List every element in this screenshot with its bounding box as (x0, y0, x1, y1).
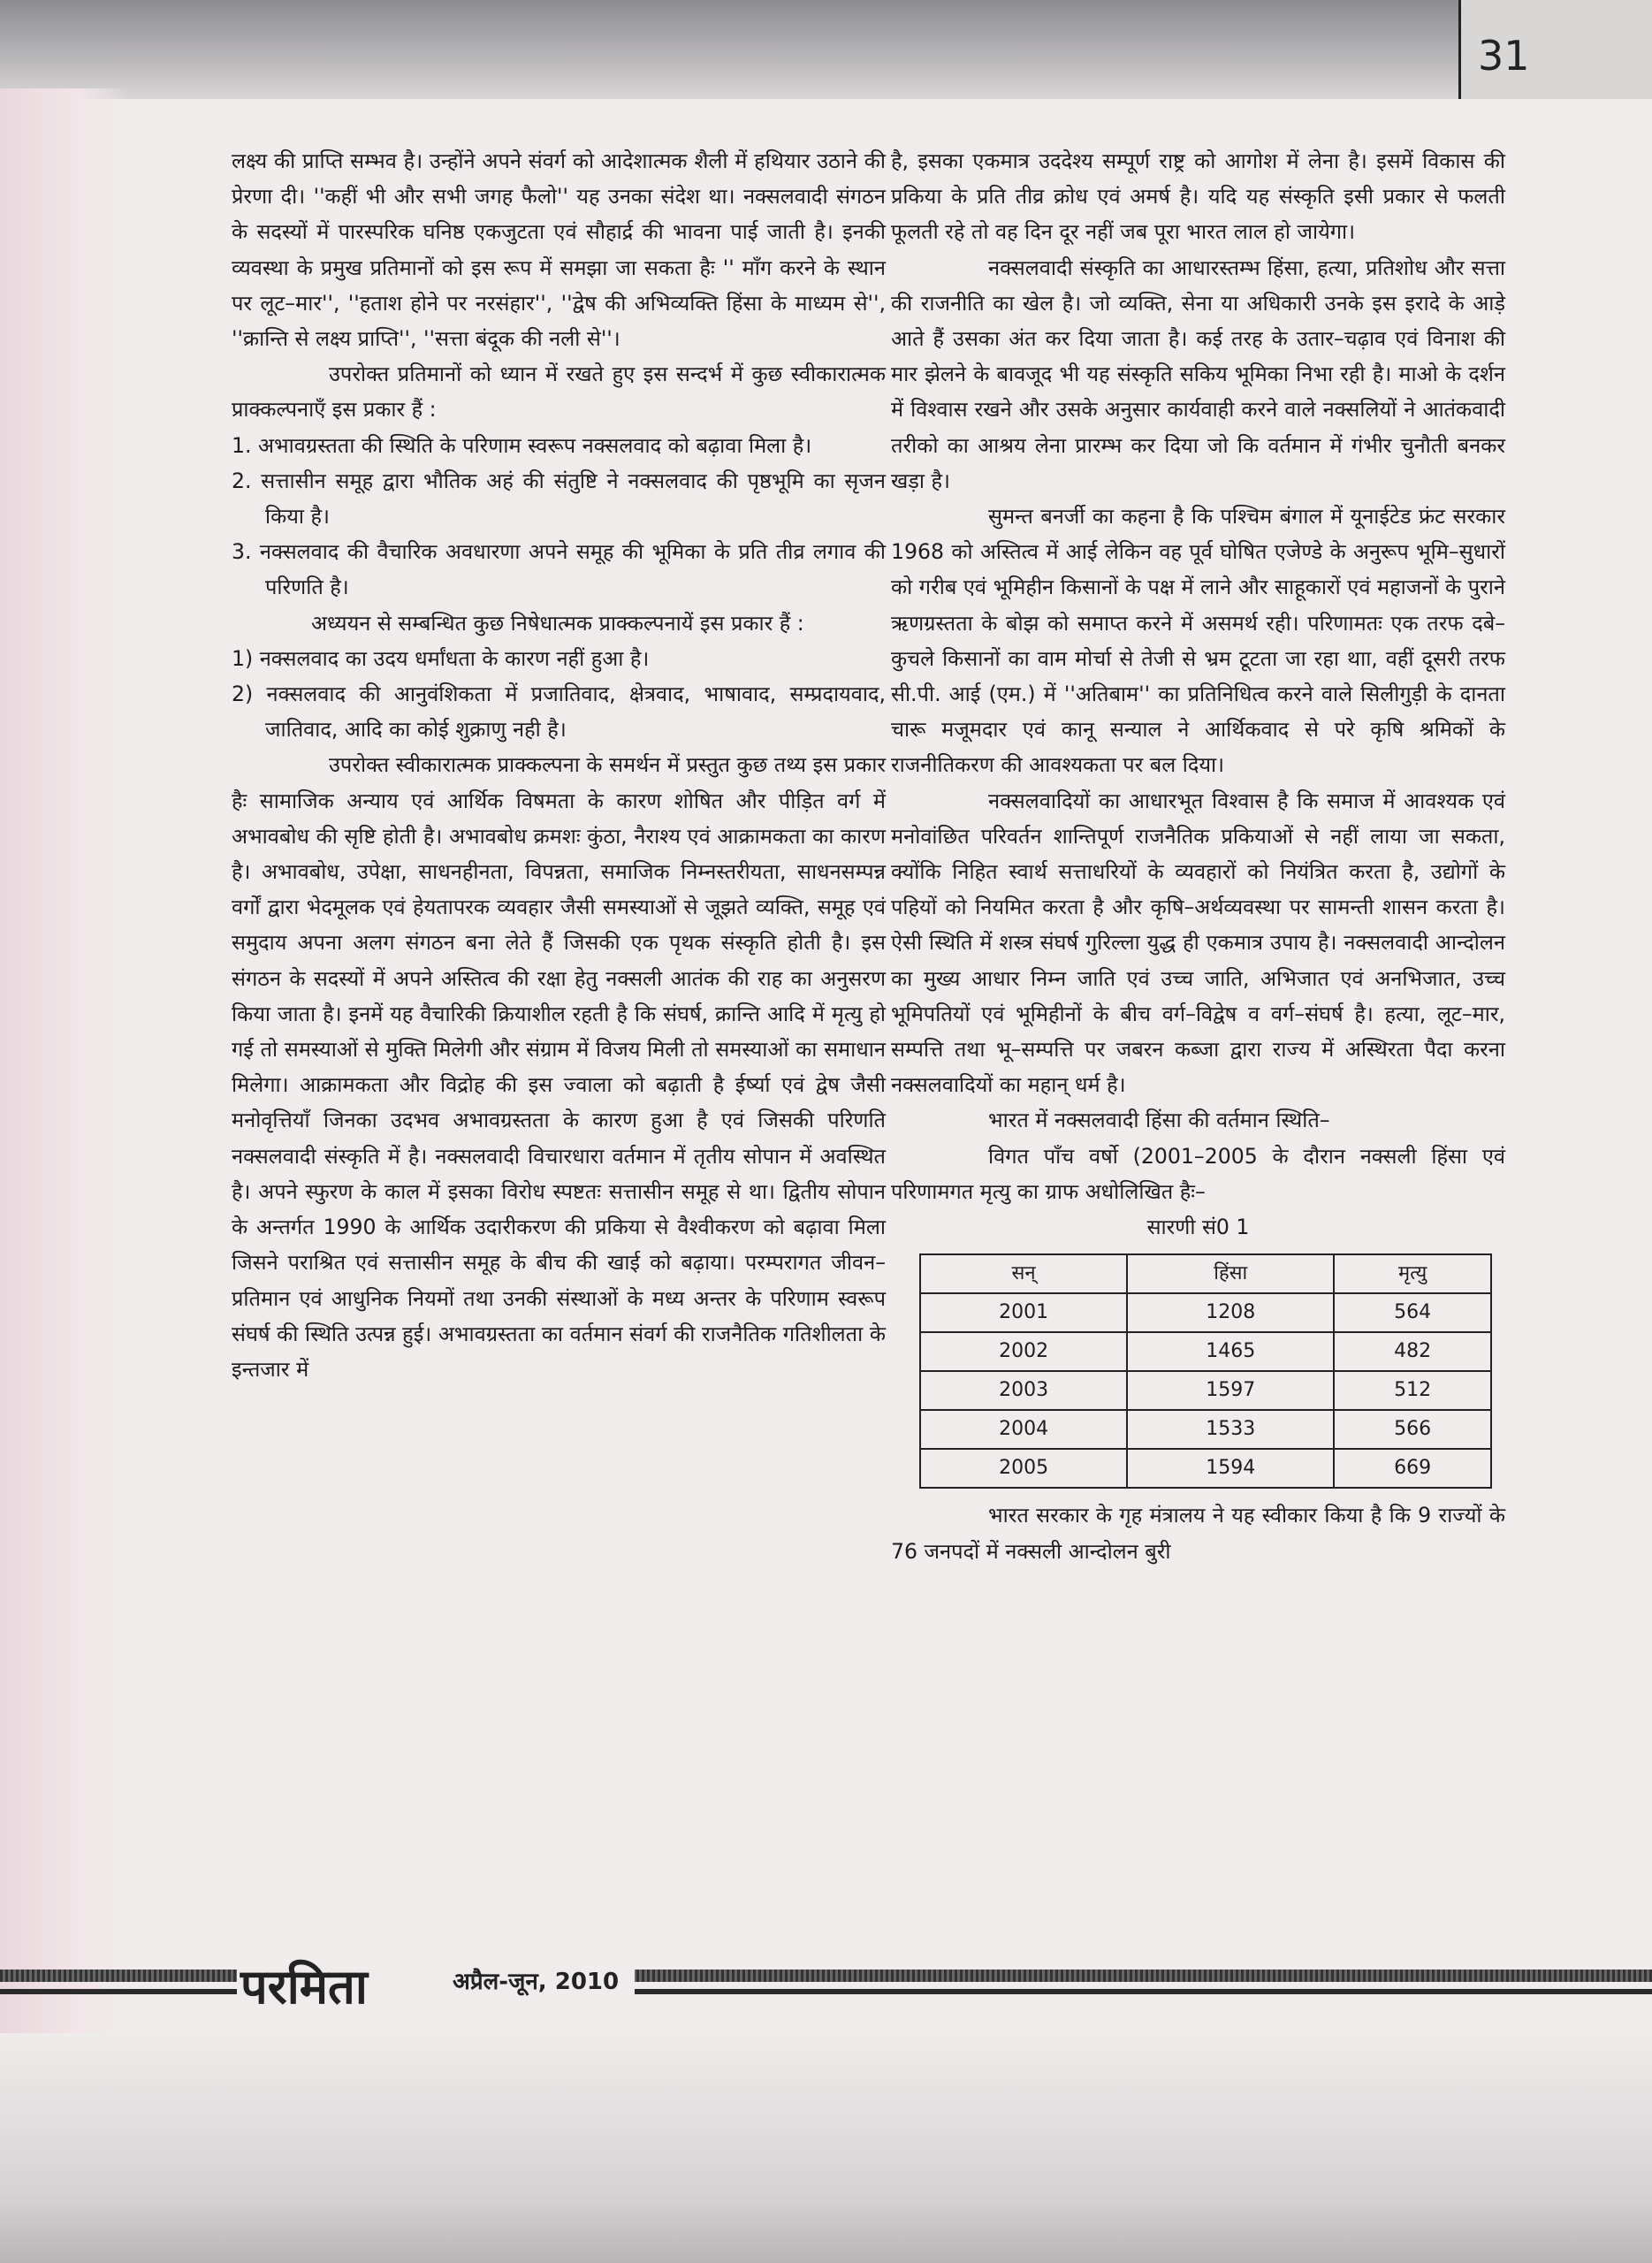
table-cell: 1594 (1127, 1449, 1334, 1488)
table-cell: 1465 (1127, 1332, 1334, 1371)
table-cell: 1533 (1127, 1410, 1334, 1449)
table-cell: 1597 (1127, 1371, 1334, 1410)
table-cell: 482 (1334, 1332, 1491, 1371)
table-row (920, 1449, 1491, 1488)
list-item: 2) नक्सलवाद की आनुवंशिकता में प्रजातिवाद, क्षेत्रवाद, भाषावाद, सम्प्रदायवाद, जातिवाद, आदि का कोई शुक्राणु नही है। (232, 682, 886, 743)
issue-date: अप्रैल-जून, 2010 (453, 1969, 620, 1995)
table-cell: 2002 (920, 1332, 1127, 1371)
table-cell: 566 (1334, 1410, 1491, 1449)
left-column (232, 143, 886, 1387)
table-header-row (920, 1254, 1491, 1293)
table-cell: 2001 (920, 1293, 1127, 1332)
paragraph: उपरोक्त प्रतिमानों को ध्यान में रखते हुए इस सन्दर्भ में कुछ स्वीकारात्मक प्राक्कल्पनाएँ इस प्रकार हैं : (232, 362, 886, 423)
table-row (920, 1371, 1491, 1410)
table-row (920, 1410, 1491, 1449)
paragraph: विगत पाँच वर्षो (2001–2005 के दौरान नक्सली हिंसा एवं परिणामगत मृत्यु का ग्राफ अधोलिखित हैः– (891, 1143, 1505, 1204)
table-cell: 669 (1334, 1449, 1491, 1488)
paragraph: उपरोक्त स्वीकारात्मक प्राक्कल्पना के समर्थन में प्रस्तुत कुछ तथ्य इस प्रकार हैः सामाजिक अन्याय एवं आर्थिक विषमता के कारण शोषित और पीड़ित वर्ग में अभावबोध की सृष्टि होती है। अभावबोध क्रमशः कुंठा, नैराश्य एवं आक्रामकता का कारण है। अभावबोध, उपेक्षा, साधनहीनता, विपन्नता, समाजिक निम्नस्तरीयता, साधनसम्पन्न वर्गों द्वारा भेदमूलक एवं हेयतापरक व्यवहार जैसी समस्याओं से जूझते व्यक्ति, समूह एवं समुदाय अपना अलग संगठन बना लेते हैं जिसकी एक पृथक संस्कृति होती है। इस संगठन के सदस्यों में अपने अस्तित्व की रक्षा हेतु नक्सली आतंक की राह का अनुसरण किया जाता है। इनमें यह वैचारिकी क्रियाशील रहती है कि संघर्ष, क्रान्ति आदि में मृत्यु हो गई तो समस्याओं से मुक्ति मिलेगी और संग्राम में विजय मिली तो समस्याओं का समाधान मिलेगा। आक्रामकता और विद्रोह की इस ज्वाला को बढ़ाती है ईर्ष्या एवं द्वेष जैसी मनोवृत्तियॉं जिनका उदभव अभावग्रस्तता के कारण हुआ है एवं जिसकी परिणति नक्सलवादी संस्कृति में है। नक्सलवादी विचारधारा वर्तमान में तृतीय सोपान में अवस्थित है। अपने स्फुरण के काल में इसका विरोध स्पष्टतः सत्तासीन समूह से था। द्वितीय सोपान के अन्तर्गत 1990 के आर्थिक उदारीकरण की प्रकिया से वैश्वीकरण को बढ़ावा मिला जिसने पराश्रित एवं सत्तासीन समूह के बीच की खाई को बढ़ाया। परम्परागत जीवन–प्रतिमान एवं आधुनिक नियमों तथा उनकी संस्थाओं के मध्य अन्तर के परिणाम स्वरूप संघर्ष की स्थिति उत्पन्न हुई। अभावग्रस्तता का वर्तमान संवर्ग की राजनैतिक गतिशीलता के इन्तजार में (232, 752, 886, 1382)
list-item: 2. सत्तासीन समूह द्वारा भौतिक अहं की संतुष्टि ने नक्सलवाद की पृष्ठभूमि का सृजन किया है। (232, 468, 886, 530)
table-header: मृत्यु (1334, 1254, 1491, 1293)
data-table (919, 1253, 1492, 1489)
table-cell: 2005 (920, 1449, 1127, 1488)
list-item: 3. नक्सलवाद की वैचारिक अवधारणा अपने समूह की भूमिका के प्रति तीव्र लगाव की परिणति है। (232, 539, 886, 600)
table-cell: 512 (1334, 1371, 1491, 1410)
page-number: 31 (1478, 32, 1530, 80)
section-heading: भारत में नक्सलवादी हिंसा की वर्तमान स्थिति– (988, 1108, 1330, 1133)
right-column (891, 143, 1505, 1569)
table-cell: 564 (1334, 1293, 1491, 1332)
magazine-brand: परमिता (240, 1958, 368, 2015)
table-cell: 1208 (1127, 1293, 1334, 1332)
table-header: सन् (920, 1254, 1127, 1293)
scan-left-tint (0, 88, 133, 2263)
table-row (920, 1332, 1491, 1371)
scan-bottom-shadow (0, 2033, 1652, 2263)
table-row (920, 1293, 1491, 1332)
table-cell: 2003 (920, 1371, 1127, 1410)
table-cell: 2004 (920, 1410, 1127, 1449)
list-item: 1) नक्सलवाद का उदय धर्मांधता के कारण नहीं हुआ है। (232, 645, 650, 671)
table-caption: सारणी सं0 1 (1146, 1215, 1250, 1240)
table-header: हिंसा (1127, 1254, 1334, 1293)
paragraph: सुमन्त बनर्जी का कहना है कि पश्चिम बंगाल में यूनाईटेड फ्रंट सरकार 1968 को अस्तित्व में आई लेकिन वह पूर्व घोषित एजेण्डे के अनुरूप भूमि–सुधारों को गरीब एवं भूमिहीन किसानों के पक्ष में लाने और साहूकारों एवं महाजनों के पुराने ऋणग्रस्तता के बोझ को समाप्त करने में असमर्थ रही। परिणामतः एक तरफ दबे–कुचले किसानों का वाम मोर्चा से तेजी से भ्रम टूटता जा रहा थाा, वहीं दूसरी तरफ सी.पी. आई (एम.) में ''अतिबाम'' का प्रतिनिधित्व करने वाले सिलीगुड़ी के दानता चारू मजूमदार एवं कानू सन्याल ने आर्थिकवाद से परे कृषि श्रमिकों के राजनीतिकरण की आवश्यकता पर बल दिया। (891, 504, 1505, 778)
paragraph: लक्ष्य की प्राप्ति सम्भव है। उन्होंने अपने संवर्ग को आदेशात्मक शैली में हथियार उठाने की प्रेरणा दी। ''कहीं भी और सभी जगह फैलो'' यह उनका संदेश था। नक्सलवादी संगठन के सदस्यों में पारस्परिक घनिष्ठ एकजुटता एवं सौहार्द्र की भावना पाई जाती है। इनकी व्यवस्था के प्रमुख प्रतिमानों को इस रूप में समझा जा सकता हैः '' माँग करने के स्थान पर लूट–मार'', ''हताश होने पर नरसंहार'', ''द्वेष की अभिव्यक्ति हिंसा के माध्यम से'', ''क्रान्ति से लक्ष्य प्राप्ति'', ''सत्ता बंदूक की नली से''। (232, 149, 886, 352)
list-item: 1. अभावग्रस्तता की स्थिति के परिणाम स्वरूप नक्सलवाद को बढ़ावा मिला है। (232, 432, 812, 458)
scan-top-shadow (0, 0, 1652, 99)
paragraph: नक्सलवादियों का आधारभूत विश्वास है कि समाज में आवश्यक एवं मनोवांछित परिवर्तन शान्तिपूर्ण राजनैतिक प्रकियाओं से नहीं लाया जा सकता, क्योंकि निहित स्वार्थ सत्ताधरियों के व्यवहारों को नियंत्रित करता है, उद्योगों के पहियों को नियमित करता है और कृषि–अर्थव्यवस्था पर सामन्ती शासन करता है। ऐसी स्थिति में शस्त्र संघर्ष गुरिल्ला युद्ध ही एकमात्र उपाय है। नक्सलवादी आन्दोलन का मुख्य आधार निम्न जाति एवं उच्च जाति, अभिजात एवं अनभिजात, उच्च भूमिपतियों एवं भूमिहीनों के बीच वर्ग–विद्वेष व वर्ग–संघर्ष है। हत्या, लूट–मार, सम्पत्ति तथा भू–सम्पत्ति पर जबरन कब्जा द्वारा राज्य में अस्थिरता पैदा करना नक्सलवादियों का महान् धर्म है। (891, 788, 1505, 1098)
paragraph: अध्ययन से सम्बन्धित कुछ निषेधात्मक प्राक्कल्पनायें इस प्रकार हैं : (311, 610, 804, 636)
paragraph: नक्सलवादी संस्कृति का आधारस्तम्भ हिंसा, हत्या, प्रतिशोध और सत्ता की राजनीति का खेल है। जो व्यक्ति, सेना या अधिकारी उनके इस इरादे के आड़े आते हैं उसका अंत कर दिया जाता है। कई तरह के उतार–चढ़ाव एवं विनाश की मार झेलने के बावजूद भी यह संस्कृति सकिय भूमिका निभा रही है। माओ के दर्शन में विश्वास रखने और उसके अनुसार कार्यवाही करने वाले नक्सलियों ने आतंकवादी तरीको का आश्रय लेना प्रारम्भ कर दिया जो कि वर्तमान में गंभीर चुनौती बनकर खड़ा है। (891, 255, 1505, 493)
paragraph: है, इसका एकमात्र उददेश्य सम्पूर्ण राष्ट्र को आगोश में लेना है। इसमें विकास की प्रकिया के प्रति तीव्र क्रोध एवं अमर्ष है। यदि यह संस्कृति इसी प्रकार से फलती फूलती रहे तो वह दिन दूर नहीं जब पूरा भारत लाल हो जायेगा। (891, 149, 1505, 245)
paragraph: भारत सरकार के गृह मंत्रालय ने यह स्वीकार किया है कि 9 राज्यों के 76 जनपदों में नक्सली आन्दोलन बुरी (891, 1503, 1505, 1564)
